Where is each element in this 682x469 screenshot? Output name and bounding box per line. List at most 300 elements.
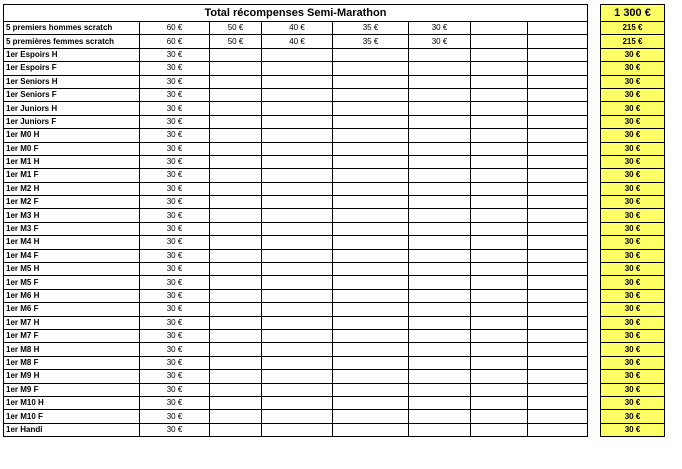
spacer-cell bbox=[588, 289, 601, 302]
amount-cell bbox=[210, 329, 262, 342]
table-row bbox=[4, 129, 665, 142]
amount-cell bbox=[262, 62, 333, 75]
title-row bbox=[4, 5, 665, 22]
spacer-cell bbox=[588, 396, 601, 409]
amount-cell bbox=[471, 423, 528, 436]
spacer-cell bbox=[588, 22, 601, 35]
row-label: 1er M7 H bbox=[4, 316, 140, 329]
row-label: 1er M5 F bbox=[4, 276, 140, 289]
amount-cell bbox=[210, 182, 262, 195]
amount-cell bbox=[409, 196, 471, 209]
amount-cell bbox=[528, 329, 588, 342]
table-row bbox=[4, 88, 665, 101]
amount-cell: 30 € bbox=[140, 356, 210, 369]
amount-cell bbox=[333, 155, 409, 168]
amount-cell bbox=[409, 48, 471, 61]
amount-cell bbox=[471, 129, 528, 142]
amount-cell bbox=[528, 383, 588, 396]
spacer-cell bbox=[588, 236, 601, 249]
table-row bbox=[4, 263, 665, 276]
amount-cell bbox=[528, 88, 588, 101]
amount-cell: 30 € bbox=[140, 182, 210, 195]
amount-cell bbox=[409, 303, 471, 316]
row-total: 30 € bbox=[601, 329, 665, 342]
row-total: 30 € bbox=[601, 410, 665, 423]
amount-cell bbox=[528, 182, 588, 195]
row-label: 1er M0 F bbox=[4, 142, 140, 155]
amount-cell bbox=[528, 196, 588, 209]
spacer-cell bbox=[588, 316, 601, 329]
amount-cell bbox=[262, 129, 333, 142]
amount-cell: 50 € bbox=[210, 22, 262, 35]
row-label: 1er M2 H bbox=[4, 182, 140, 195]
row-total: 30 € bbox=[601, 102, 665, 115]
amount-cell bbox=[409, 249, 471, 262]
row-label: 1er M8 H bbox=[4, 343, 140, 356]
amount-cell bbox=[262, 343, 333, 356]
amount-cell bbox=[333, 102, 409, 115]
amount-cell bbox=[333, 48, 409, 61]
amount-cell bbox=[409, 263, 471, 276]
table-row bbox=[4, 75, 665, 88]
amount-cell bbox=[471, 289, 528, 302]
amount-cell: 60 € bbox=[140, 35, 210, 48]
spacer-cell bbox=[588, 276, 601, 289]
row-total: 30 € bbox=[601, 383, 665, 396]
row-label: 1er M7 F bbox=[4, 329, 140, 342]
spacer-cell bbox=[588, 169, 601, 182]
row-total: 30 € bbox=[601, 48, 665, 61]
amount-cell bbox=[210, 316, 262, 329]
amount-cell bbox=[333, 75, 409, 88]
amount-cell bbox=[333, 209, 409, 222]
amount-cell bbox=[409, 62, 471, 75]
spacer-cell bbox=[588, 129, 601, 142]
spacer-cell bbox=[588, 88, 601, 101]
row-label: 1er Espoirs H bbox=[4, 48, 140, 61]
amount-cell bbox=[528, 356, 588, 369]
amount-cell bbox=[333, 276, 409, 289]
amount-cell bbox=[333, 62, 409, 75]
amount-cell bbox=[262, 410, 333, 423]
amount-cell bbox=[409, 423, 471, 436]
table-row bbox=[4, 303, 665, 316]
amount-cell bbox=[333, 115, 409, 128]
spacer-cell bbox=[588, 370, 601, 383]
table-row bbox=[4, 316, 665, 329]
amount-cell bbox=[528, 276, 588, 289]
row-label: 1er M6 F bbox=[4, 303, 140, 316]
row-label: 1er M9 H bbox=[4, 370, 140, 383]
row-label: 5 premiers hommes scratch bbox=[4, 22, 140, 35]
row-total: 30 € bbox=[601, 129, 665, 142]
amount-cell: 30 € bbox=[140, 383, 210, 396]
amount-cell bbox=[262, 370, 333, 383]
row-label: 1er M2 F bbox=[4, 196, 140, 209]
amount-cell bbox=[471, 383, 528, 396]
amount-cell bbox=[333, 423, 409, 436]
amount-cell bbox=[262, 155, 333, 168]
amount-cell bbox=[262, 236, 333, 249]
amount-cell: 40 € bbox=[262, 35, 333, 48]
amount-cell: 30 € bbox=[140, 209, 210, 222]
grand-total: 1 300 € bbox=[601, 5, 665, 22]
row-label: 1er Handi bbox=[4, 423, 140, 436]
amount-cell bbox=[528, 410, 588, 423]
amount-cell bbox=[409, 142, 471, 155]
spacer-cell bbox=[588, 155, 601, 168]
amount-cell bbox=[210, 196, 262, 209]
amount-cell bbox=[210, 169, 262, 182]
amount-cell bbox=[471, 115, 528, 128]
amount-cell: 30 € bbox=[140, 196, 210, 209]
row-total: 30 € bbox=[601, 236, 665, 249]
row-label: 1er M0 H bbox=[4, 129, 140, 142]
amount-cell: 35 € bbox=[333, 22, 409, 35]
spacer-cell bbox=[588, 35, 601, 48]
amount-cell bbox=[471, 356, 528, 369]
table-row bbox=[4, 289, 665, 302]
table-row bbox=[4, 182, 665, 195]
amount-cell bbox=[210, 62, 262, 75]
table-row bbox=[4, 236, 665, 249]
amount-cell bbox=[210, 48, 262, 61]
table-row bbox=[4, 249, 665, 262]
row-label: 1er M4 F bbox=[4, 249, 140, 262]
amount-cell: 30 € bbox=[140, 155, 210, 168]
amount-cell bbox=[210, 263, 262, 276]
amount-cell bbox=[262, 75, 333, 88]
amount-cell bbox=[409, 410, 471, 423]
amount-cell bbox=[333, 370, 409, 383]
amount-cell: 30 € bbox=[140, 303, 210, 316]
amount-cell bbox=[262, 169, 333, 182]
amount-cell bbox=[409, 169, 471, 182]
amount-cell bbox=[471, 303, 528, 316]
amount-cell: 30 € bbox=[140, 370, 210, 383]
amount-cell: 30 € bbox=[140, 423, 210, 436]
spacer-cell bbox=[588, 142, 601, 155]
amount-cell bbox=[210, 410, 262, 423]
amount-cell bbox=[210, 249, 262, 262]
amount-cell bbox=[471, 196, 528, 209]
amount-cell: 30 € bbox=[140, 48, 210, 61]
amount-cell bbox=[210, 383, 262, 396]
amount-cell bbox=[333, 88, 409, 101]
amount-cell bbox=[471, 263, 528, 276]
table-row bbox=[4, 155, 665, 168]
amount-cell bbox=[333, 383, 409, 396]
amount-cell bbox=[262, 303, 333, 316]
amount-cell bbox=[528, 209, 588, 222]
spacer-cell bbox=[588, 329, 601, 342]
amount-cell bbox=[528, 316, 588, 329]
amount-cell bbox=[409, 276, 471, 289]
table-row bbox=[4, 142, 665, 155]
amount-cell bbox=[471, 236, 528, 249]
amount-cell bbox=[210, 289, 262, 302]
row-label: 1er M10 F bbox=[4, 410, 140, 423]
spacer-cell bbox=[588, 75, 601, 88]
spacer-cell bbox=[588, 196, 601, 209]
amount-cell bbox=[333, 169, 409, 182]
row-total: 30 € bbox=[601, 303, 665, 316]
amount-cell bbox=[262, 88, 333, 101]
amount-cell: 60 € bbox=[140, 22, 210, 35]
amount-cell bbox=[333, 196, 409, 209]
amount-cell bbox=[409, 209, 471, 222]
amount-cell bbox=[528, 289, 588, 302]
table-row bbox=[4, 115, 665, 128]
amount-cell bbox=[262, 423, 333, 436]
table-row bbox=[4, 356, 665, 369]
spacer-cell bbox=[588, 48, 601, 61]
row-label: 1er M5 H bbox=[4, 263, 140, 276]
amount-cell bbox=[528, 263, 588, 276]
amount-cell bbox=[471, 396, 528, 409]
amount-cell bbox=[210, 236, 262, 249]
amount-cell bbox=[528, 129, 588, 142]
rewards-table bbox=[3, 4, 665, 437]
amount-cell: 30 € bbox=[409, 22, 471, 35]
table-row bbox=[4, 22, 665, 35]
amount-cell bbox=[409, 75, 471, 88]
amount-cell bbox=[262, 329, 333, 342]
row-total: 30 € bbox=[601, 169, 665, 182]
row-label: 1er M3 H bbox=[4, 209, 140, 222]
amount-cell bbox=[333, 303, 409, 316]
table-title: Total récompenses Semi-Marathon bbox=[4, 5, 588, 22]
row-label: 1er M9 F bbox=[4, 383, 140, 396]
amount-cell bbox=[210, 75, 262, 88]
row-total: 30 € bbox=[601, 62, 665, 75]
row-total: 30 € bbox=[601, 88, 665, 101]
amount-cell bbox=[409, 115, 471, 128]
row-total: 30 € bbox=[601, 423, 665, 436]
amount-cell bbox=[262, 276, 333, 289]
amount-cell bbox=[333, 343, 409, 356]
row-label: 1er Espoirs F bbox=[4, 62, 140, 75]
amount-cell bbox=[262, 196, 333, 209]
amount-cell bbox=[210, 129, 262, 142]
amount-cell bbox=[333, 289, 409, 302]
table-row bbox=[4, 343, 665, 356]
amount-cell: 40 € bbox=[262, 22, 333, 35]
amount-cell bbox=[471, 155, 528, 168]
amount-cell: 30 € bbox=[140, 142, 210, 155]
row-total: 30 € bbox=[601, 182, 665, 195]
spacer-cell bbox=[588, 182, 601, 195]
table-row bbox=[4, 222, 665, 235]
table-row bbox=[4, 35, 665, 48]
amount-cell bbox=[528, 62, 588, 75]
amount-cell bbox=[471, 343, 528, 356]
amount-cell bbox=[262, 249, 333, 262]
row-label: 5 premières femmes scratch bbox=[4, 35, 140, 48]
row-label: 1er M6 H bbox=[4, 289, 140, 302]
row-label: 1er M3 F bbox=[4, 222, 140, 235]
row-total: 215 € bbox=[601, 22, 665, 35]
amount-cell bbox=[262, 383, 333, 396]
amount-cell: 30 € bbox=[140, 236, 210, 249]
amount-cell bbox=[471, 62, 528, 75]
amount-cell bbox=[210, 115, 262, 128]
amount-cell bbox=[333, 249, 409, 262]
amount-cell bbox=[471, 35, 528, 48]
amount-cell bbox=[471, 329, 528, 342]
amount-cell bbox=[409, 236, 471, 249]
table-row bbox=[4, 396, 665, 409]
row-total: 30 € bbox=[601, 316, 665, 329]
amount-cell bbox=[528, 35, 588, 48]
amount-cell bbox=[333, 329, 409, 342]
table-row bbox=[4, 370, 665, 383]
amount-cell: 30 € bbox=[140, 249, 210, 262]
amount-cell bbox=[409, 396, 471, 409]
table-row bbox=[4, 276, 665, 289]
row-label: 1er M8 F bbox=[4, 356, 140, 369]
table-row bbox=[4, 62, 665, 75]
amount-cell bbox=[528, 142, 588, 155]
row-total: 30 € bbox=[601, 209, 665, 222]
amount-cell bbox=[210, 102, 262, 115]
amount-cell bbox=[262, 316, 333, 329]
amount-cell bbox=[210, 155, 262, 168]
amount-cell: 35 € bbox=[333, 35, 409, 48]
row-label: 1er M4 H bbox=[4, 236, 140, 249]
spacer-cell bbox=[588, 222, 601, 235]
amount-cell bbox=[210, 88, 262, 101]
amount-cell bbox=[471, 276, 528, 289]
amount-cell: 30 € bbox=[140, 169, 210, 182]
amount-cell: 30 € bbox=[140, 88, 210, 101]
amount-cell: 30 € bbox=[140, 396, 210, 409]
amount-cell bbox=[333, 410, 409, 423]
table-row bbox=[4, 209, 665, 222]
amount-cell bbox=[471, 209, 528, 222]
amount-cell bbox=[471, 22, 528, 35]
row-label: 1er Juniors H bbox=[4, 102, 140, 115]
amount-cell bbox=[528, 222, 588, 235]
amount-cell bbox=[528, 115, 588, 128]
amount-cell bbox=[262, 115, 333, 128]
spacer-cell bbox=[588, 249, 601, 262]
amount-cell: 30 € bbox=[409, 35, 471, 48]
amount-cell bbox=[471, 249, 528, 262]
amount-cell bbox=[528, 370, 588, 383]
spacer-cell bbox=[588, 62, 601, 75]
row-total: 30 € bbox=[601, 196, 665, 209]
amount-cell bbox=[262, 142, 333, 155]
amount-cell bbox=[210, 222, 262, 235]
amount-cell bbox=[409, 356, 471, 369]
amount-cell bbox=[528, 48, 588, 61]
amount-cell bbox=[471, 222, 528, 235]
amount-cell bbox=[262, 102, 333, 115]
row-label: 1er Seniors H bbox=[4, 75, 140, 88]
amount-cell bbox=[409, 370, 471, 383]
table-row bbox=[4, 48, 665, 61]
amount-cell bbox=[471, 88, 528, 101]
row-total: 30 € bbox=[601, 356, 665, 369]
row-total: 30 € bbox=[601, 249, 665, 262]
amount-cell bbox=[333, 129, 409, 142]
table-row bbox=[4, 102, 665, 115]
row-total: 30 € bbox=[601, 343, 665, 356]
row-total: 30 € bbox=[601, 142, 665, 155]
amount-cell bbox=[210, 142, 262, 155]
spacer-cell bbox=[588, 263, 601, 276]
amount-cell bbox=[262, 396, 333, 409]
row-total: 30 € bbox=[601, 263, 665, 276]
amount-cell bbox=[262, 289, 333, 302]
amount-cell: 30 € bbox=[140, 276, 210, 289]
amount-cell bbox=[409, 222, 471, 235]
table-row bbox=[4, 383, 665, 396]
amount-cell bbox=[409, 182, 471, 195]
amount-cell bbox=[262, 182, 333, 195]
amount-cell bbox=[333, 263, 409, 276]
table-row bbox=[4, 410, 665, 423]
amount-cell: 30 € bbox=[140, 329, 210, 342]
amount-cell bbox=[471, 316, 528, 329]
amount-cell bbox=[409, 343, 471, 356]
amount-cell bbox=[409, 316, 471, 329]
row-label: 1er M10 H bbox=[4, 396, 140, 409]
amount-cell bbox=[210, 423, 262, 436]
amount-cell: 30 € bbox=[140, 316, 210, 329]
spacer-cell bbox=[588, 102, 601, 115]
amount-cell bbox=[409, 383, 471, 396]
spacer-cell bbox=[588, 356, 601, 369]
amount-cell bbox=[409, 155, 471, 168]
amount-cell bbox=[528, 75, 588, 88]
amount-cell: 30 € bbox=[140, 289, 210, 302]
amount-cell bbox=[333, 222, 409, 235]
amount-cell bbox=[210, 276, 262, 289]
amount-cell bbox=[262, 222, 333, 235]
amount-cell bbox=[262, 48, 333, 61]
amount-cell bbox=[528, 343, 588, 356]
table-row bbox=[4, 196, 665, 209]
spacer-cell bbox=[588, 410, 601, 423]
amount-cell bbox=[528, 22, 588, 35]
row-total: 30 € bbox=[601, 75, 665, 88]
table-row bbox=[4, 169, 665, 182]
row-total: 30 € bbox=[601, 396, 665, 409]
amount-cell bbox=[210, 209, 262, 222]
amount-cell bbox=[471, 182, 528, 195]
row-label: 1er M1 H bbox=[4, 155, 140, 168]
row-label: 1er M1 F bbox=[4, 169, 140, 182]
amount-cell bbox=[262, 356, 333, 369]
amount-cell bbox=[471, 142, 528, 155]
row-label: 1er Seniors F bbox=[4, 88, 140, 101]
amount-cell bbox=[471, 169, 528, 182]
amount-cell bbox=[333, 356, 409, 369]
amount-cell bbox=[528, 155, 588, 168]
amount-cell bbox=[471, 48, 528, 61]
amount-cell bbox=[471, 370, 528, 383]
row-total: 215 € bbox=[601, 35, 665, 48]
amount-cell bbox=[528, 423, 588, 436]
spacer-cell bbox=[588, 343, 601, 356]
spacer-cell bbox=[588, 209, 601, 222]
amount-cell bbox=[333, 316, 409, 329]
amount-cell bbox=[409, 129, 471, 142]
row-total: 30 € bbox=[601, 222, 665, 235]
spacer-cell bbox=[588, 115, 601, 128]
